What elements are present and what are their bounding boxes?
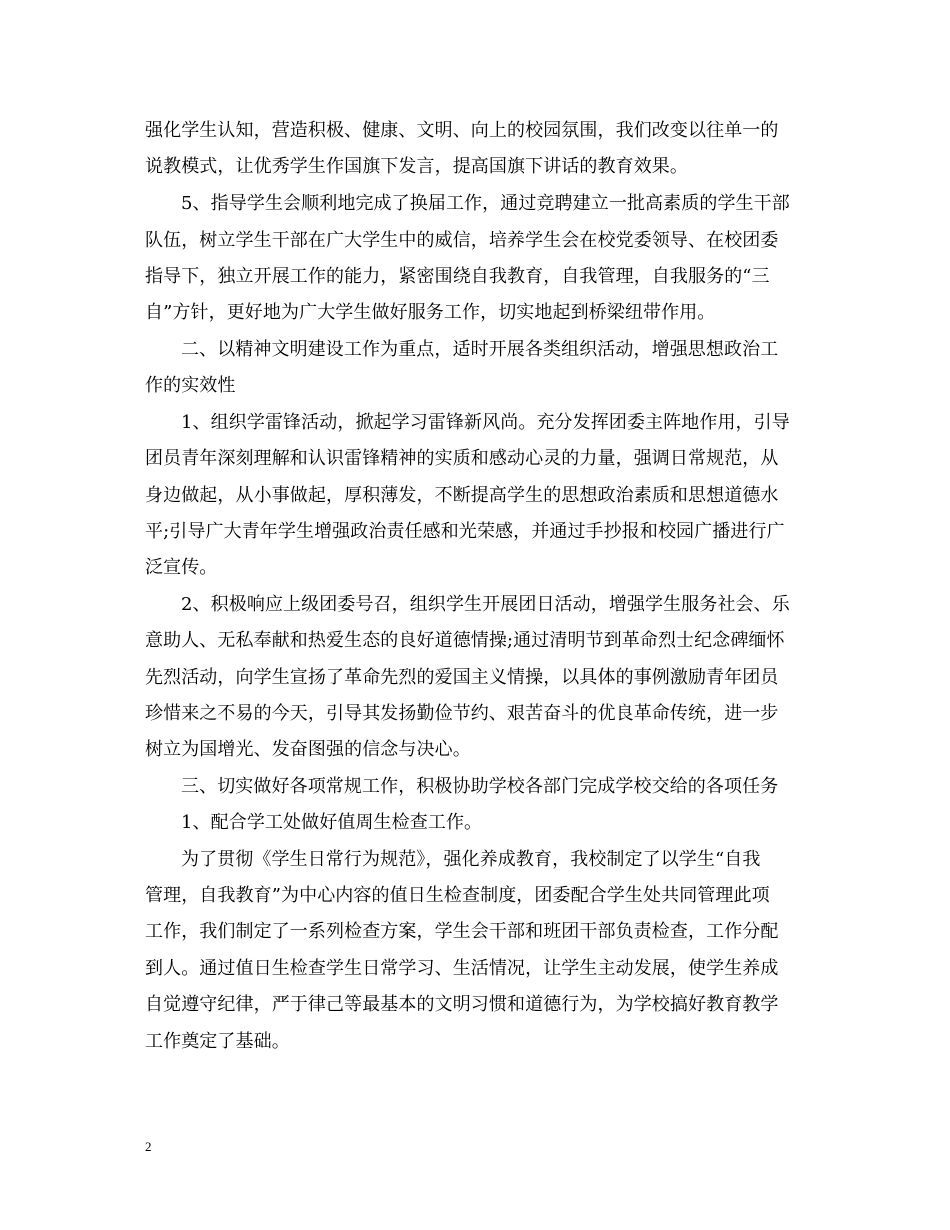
section-heading-line: 二、以精神文明建设工作为重点，适时开展各类组织活动，增强思想政治工 (181, 339, 779, 360)
paragraph-line: 泛宣传。 (145, 557, 218, 578)
paragraph-line: 工作奠定了基础。 (145, 1031, 290, 1052)
paragraph-line: 为了贯彻《学生日常行为规范》，强化养成教育，我校制定了以学生“自我 (181, 849, 761, 870)
paragraph-line: 强化学生认知，营造积极、健康、文明、向上的校园氛围，我们改变以往单一的 (145, 120, 779, 141)
paragraph-line: 2、积极响应上级团委号召，组织学生开展团日活动，增强学生服务社会、乐 (181, 594, 790, 615)
page-number: 2 (145, 1139, 152, 1154)
paragraph-line: 管理，自我教育”为中心内容的值日生检查制度，团委配合学生处共同管理此项 (145, 885, 770, 906)
section-heading-line: 作的实效性 (145, 375, 236, 396)
section-heading-line: 三、切实做好各项常规工作，积极协助学校各部门完成学校交给的各项任务 (181, 776, 779, 797)
paragraph-line: 工作，我们制定了一系列检查方案，学生会干部和班团干部负责检查，工作分配 (145, 921, 779, 942)
paragraph-line: 1、配合学工处做好值周生检查工作。 (181, 812, 483, 833)
paragraph-line: 指导下，独立开展工作的能力，紧密围绕自我教育，自我管理，自我服务的“三 (145, 266, 770, 287)
paragraph-line: 平;引导广大青年学生增强政治责任感和光荣感，并通过手抄报和校园广播进行广 (145, 521, 785, 542)
paragraph-line: 队伍，树立学生干部在广大学生中的威信，培养学生会在校党委领导、在校团委 (145, 230, 779, 251)
paragraph-line: 自”方针，更好地为广大学生做好服务工作，切实地起到桥梁纽带作用。 (145, 302, 716, 323)
paragraph-line: 意助人、无私奉献和热爱生态的良好道德情操;通过清明节到革命烈士纪念碑缅怀 (145, 630, 785, 651)
paragraph-line: 1、组织学雷锋活动，掀起学习雷锋新风尚。充分发挥团委主阵地作用，引导 (181, 412, 790, 433)
paragraph-line: 5、指导学生会顺利地完成了换届工作，通过竞聘建立一批高素质的学生干部 (181, 193, 790, 214)
paragraph-line: 珍惜来之不易的今天，引导其发扬勤俭节约、艰苦奋斗的优良革命传统，进一步 (145, 703, 779, 724)
paragraph-line: 身边做起，从小事做起，厚积薄发，不断提高学生的思想政治素质和思想道德水 (145, 485, 779, 506)
paragraph-line: 团员青年深刻理解和认识雷锋精神的实质和感动心灵的力量，强调日常规范，从 (145, 448, 779, 469)
paragraph-line: 自觉遵守纪律，严于律己等最基本的文明习惯和道德行为，为学校搞好教育教学 (145, 994, 779, 1015)
paragraph-line: 到人。通过值日生检查学生日常学习、生活情况，让学生主动发展，使学生养成 (145, 958, 779, 979)
paragraph-line: 先烈活动，向学生宣扬了革命先烈的爱国主义情操，以具体的事例激励青年团员 (145, 667, 779, 688)
paragraph-line: 说教模式，让优秀学生作国旗下发言，提高国旗下讲话的教育效果。 (145, 156, 688, 177)
paragraph-line: 树立为国增光、发奋图强的信念与决心。 (145, 739, 471, 760)
